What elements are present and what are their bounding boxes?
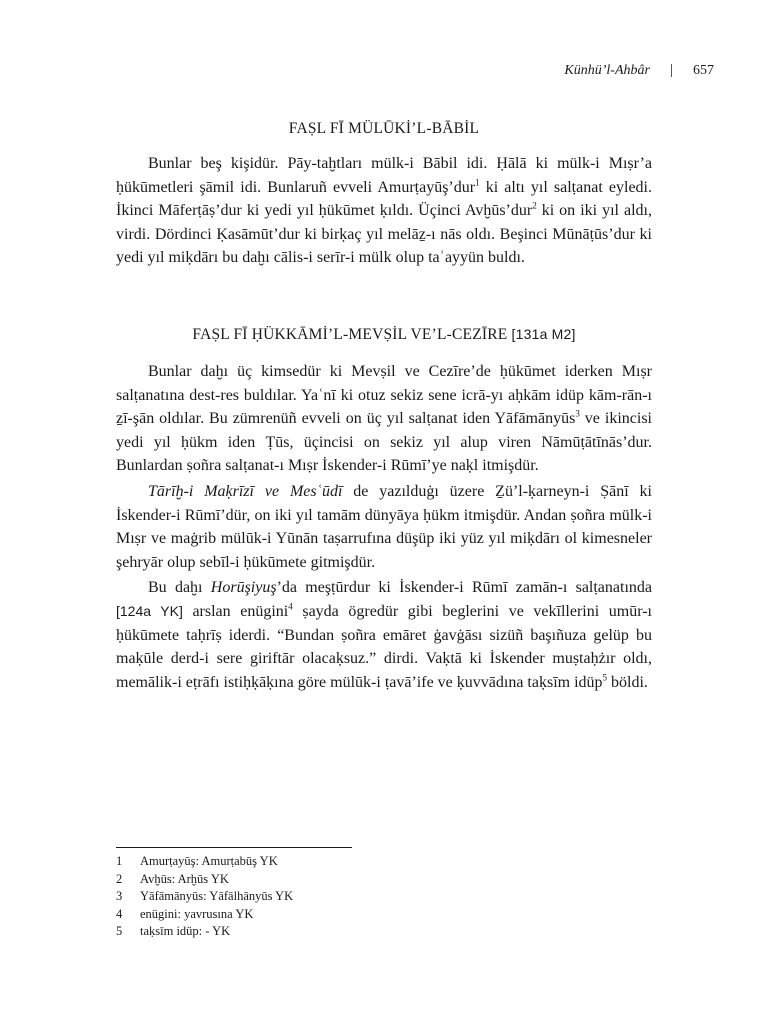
text-run: Bunlar daḫı üç kimsedür ki Mevṣil ve Cezīre’de ḥükūmet iderken Mıṣr salṭanatına dest-res buldılar. Yaʿnī ki otuz sekiz sene icrā-yı aḥkām idüp kām-rān-ı ẕī-şān oldılar. Bu zümrenüñ evveli on üç yıl salṭanat iden Yāfāmānyūs <box>116 362 652 428</box>
paragraph-babil <box>116 152 652 270</box>
heading-text: FAṢL FĪ ḤÜKKĀMİ’L-MEVṢİL VE’L-CEZĪRE <box>192 325 512 343</box>
footnote-number: 2 <box>116 871 123 886</box>
text-run: ve ikincisi yedi yıl ḥükm iden Ṭūs, üçincisi on sekiz yıl alup viren Nāmūṭātīnās’dur. Bunlardan ṣoñra salṭanat-ı Mıṣr İskender-i Rūmī’ye naḳl itmişdür. <box>116 410 653 475</box>
main-text <box>116 118 652 694</box>
text-run: Bu daḫı <box>148 579 211 597</box>
source-title: Horūşiyuş <box>210 579 277 597</box>
section-heading-mevsil <box>116 323 652 346</box>
page-number: 657 <box>693 62 714 78</box>
footnotes <box>116 853 293 941</box>
footnote <box>116 923 293 941</box>
footnote-text: taḳsīm idüp: - YK <box>140 924 231 938</box>
footnote-ref: 5 <box>602 672 608 683</box>
footnote-text: Yāfāmānyūs: Yāfālhānyūs YK <box>140 889 294 903</box>
section-heading-babil: FAṢL FĪ MÜLŪKİ’L-BĀBİL <box>288 120 480 137</box>
source-title: Tārīḫ-i Maḳrīzī ve Mesʿūdī <box>148 482 343 500</box>
header-separator: | <box>669 62 673 78</box>
footnote <box>116 853 293 871</box>
footnote-text: Amurṭayūş: Amurṭabūş YK <box>140 854 278 868</box>
text-run: Bunlar beş kişidür. Pāy-taḫtları mülk-i Bābil idi. Ḥālā ki mülk-i Mıṣr’a ḥükūmetleri şāmil idi. Bunlaruñ evveli Amurṭayūş’dur <box>116 155 652 196</box>
footnote-number: 3 <box>116 889 123 903</box>
footnote-text: enügini: yavrusına YK <box>140 906 254 921</box>
footnote <box>116 888 293 906</box>
footnote-number: 4 <box>116 906 123 921</box>
footnote-divider <box>116 847 352 848</box>
footnote-text: Avḫūs: Arḫūs YK <box>140 871 229 886</box>
text-run: ṣayda ögredür gibi beglerini ve vekīllerini umūr-ı ḥükūmete taḥrīṣ iderdi. “Bundan ṣoñra emāret ġavġāsı sizüñ başıñuza gelüp bu maḳūle derd-i sere giriftār olacaḳsuz.” dirdi. Vaḳtā ki İskender muṣtaḥżır oldı, memālik-i eṭrāfı istiḥḳāḳına göre mülūk-i ṭavā’ife ve ḳuvvādına taḳsīm idüp <box>116 602 652 691</box>
manuscript-tag: [124a YK] <box>116 602 183 619</box>
text-run: ki on iki yıl aldı, virdi. Dördinci Ḳasāmūt’dur ki birḳaç yıl melāẕ-ı nās oldı. Beşinci Mūnāṭūs’dur ki yedi yıl miḳdārı bu daḫı cālis-i serīr-i mülk olup taʿayyün buldı. <box>116 202 653 267</box>
footnote <box>116 906 293 924</box>
manuscript-tag: [131a M2] <box>511 325 576 342</box>
paragraph-mevsil-1 <box>116 360 652 478</box>
footnote-ref: 2 <box>532 200 537 211</box>
paragraph-mevsil-3 <box>116 576 652 694</box>
footnote <box>116 871 293 889</box>
footnote-number: 5 <box>116 924 123 938</box>
footnote-number: 1 <box>116 854 123 868</box>
paragraph-mevsil-2 <box>116 480 652 574</box>
footnote-ref: 4 <box>288 601 293 612</box>
footnote-ref: 3 <box>575 408 580 419</box>
text-run: arslan enügini <box>182 602 289 620</box>
book-title: Künhü’l-Ahbâr <box>564 62 650 78</box>
text-run: ki altı yıl salṭanat eyledi. İkinci Māferṭāṣ’dur ki yedi yıl ḥükūmet ḳıldı. Üçinci Avḫūs’dur <box>116 178 653 220</box>
footnote-ref: 1 <box>475 177 480 188</box>
text-run: de yazılduġı üzere Ẕü’l-ḳarneyn-i Ṣānī ki İskender-i Rūmī’dür, on iki yıl tamām dünyāya ḥükm itmişdür. Andan ṣoñra mülk-i Mıṣr ve maġrib mülūk-i Yūnān taṣarrufına düşüp iki yüz yıl miḳdārı ol kimesneler şehryār olup sebīl-i ḥükūmete gitmişdür. <box>116 482 653 571</box>
text-run: böldi. <box>607 673 648 691</box>
running-header <box>564 62 714 79</box>
text-run: ’da meşṭūrdur ki İskender-i Rūmī zamān-ı salṭanatında <box>276 579 653 597</box>
